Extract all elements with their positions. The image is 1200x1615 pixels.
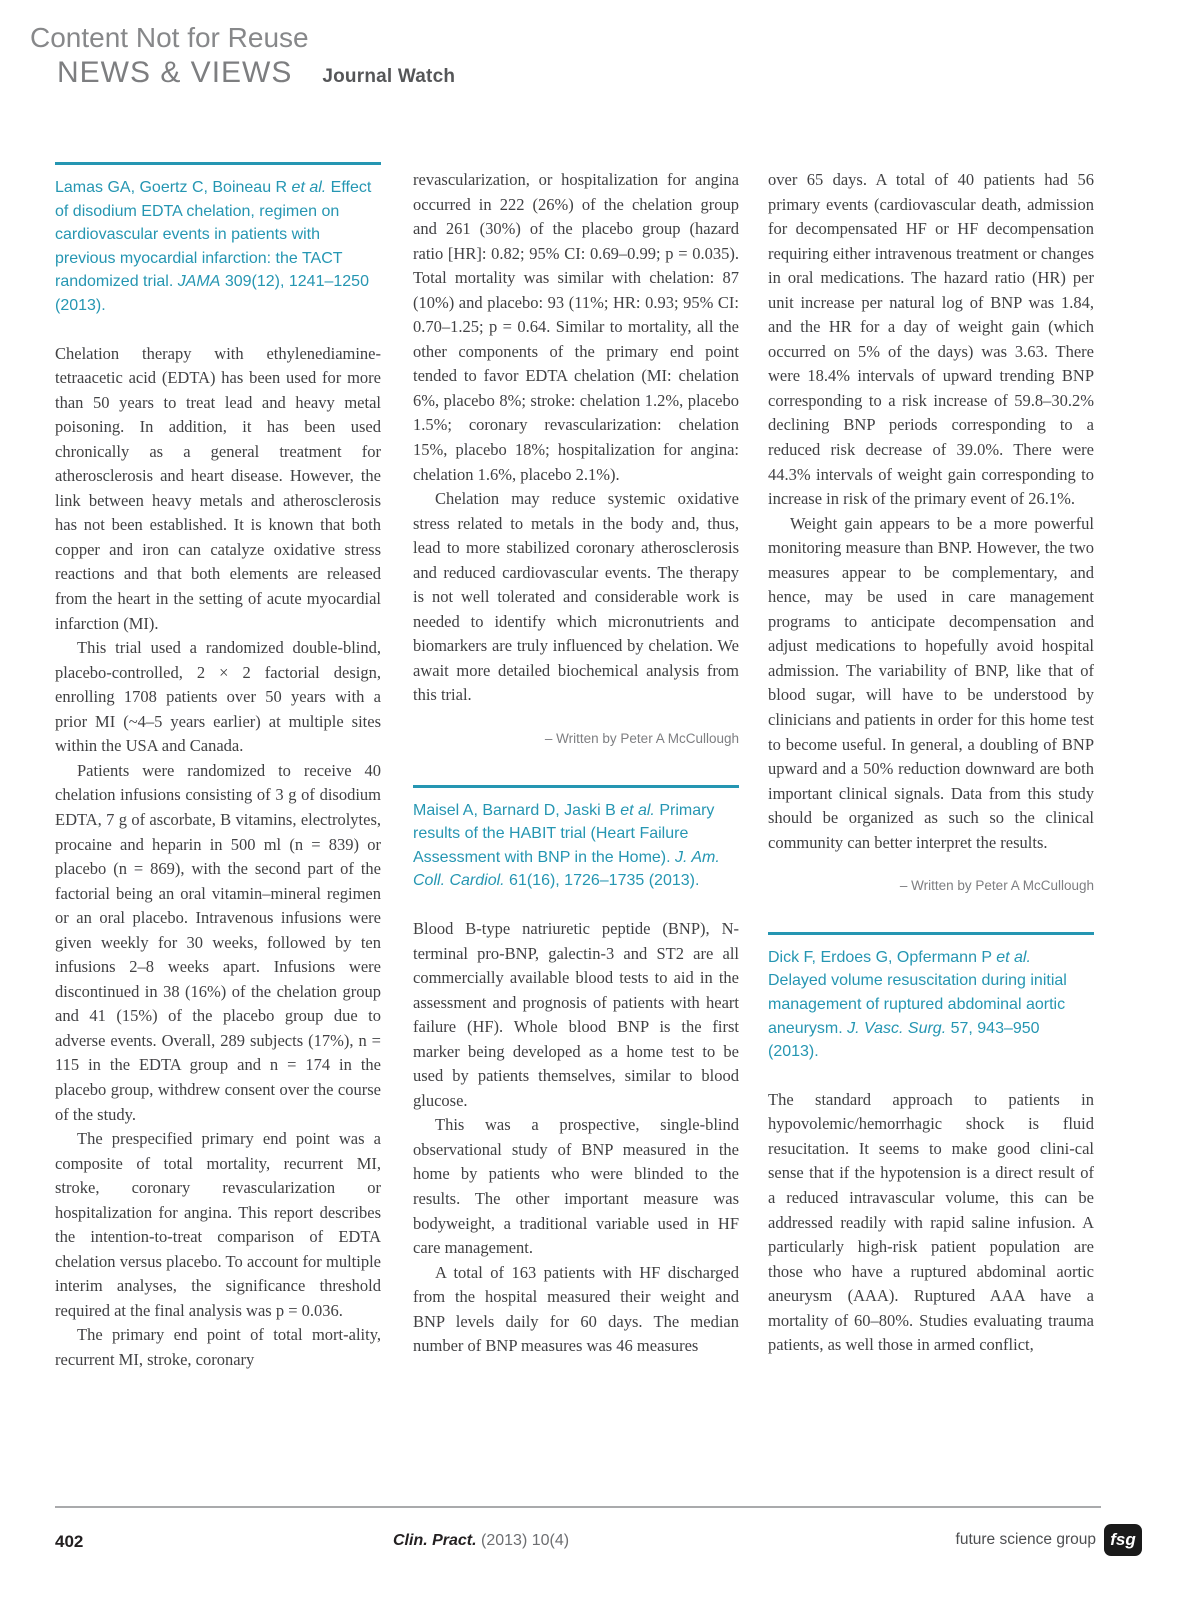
citation-lamas [55, 176, 381, 318]
journal-abbrev: Clin. Pract. [393, 1532, 477, 1549]
byline-author: – Written by Peter A McCullough [899, 878, 1094, 894]
citation-tail: 61(16), 1726–1735 (2013). [504, 872, 700, 890]
citation-journal: JAMA [177, 273, 221, 291]
citation-tail: 309(12), 1241–1250 (2013). [55, 273, 369, 314]
citation-title: Effect of disodium EDTA chelation, regimen on cardiovascular events in patients with previous myocardial infarction: the TACT randomized trial. [55, 179, 372, 291]
publisher-block [956, 1524, 1142, 1556]
paragraph: Chelation therapy with ethylenediamine-tetraacetic acid (EDTA) has been used for more than 50 years to treat lead and heavy metal poisoning. In addition, it has been used chronically as a general treatment for atherosclerosis and heart disease. However, the link between heavy metals and atherosclerosis has not been established. It is known that both copper and iron can catalyze oxidative stress reactions and that both elements are released from the heart in the setting of acute myocardial infarction (MI). [55, 343, 381, 633]
paragraph: A total of 163 patients with HF discharged from the hospital measured their weight and BNP levels daily for 60 days. The median number of BNP measures was 46 measures [413, 1262, 739, 1356]
citation-etal: et al. [996, 948, 1031, 966]
paragraph: The prespecified primary end point was a composite of total mortality, recurrent MI, stroke, coronary revascularization or hospitalization for angina. This report describes the intention-to-treat comparison of EDTA chelation versus placebo. To account for multiple interim analyses, the significance threshold required at the final analysis was p = 0.036. [55, 1129, 381, 1320]
citation-dick [768, 946, 1094, 1064]
section-title: NEWS & VIEWS [57, 56, 293, 89]
citation-authors: Dick F, Erdoes G, Opfermann P [768, 948, 997, 966]
citation-journal: J. Am. Coll. Cardiol. [413, 848, 720, 890]
fsg-logo: fsg [1104, 1524, 1142, 1556]
page-number: 402 [55, 1532, 84, 1551]
citation-rule [55, 162, 381, 165]
paragraph: over 65 days. A total of 40 patients had 56 primary events (cardiovascular death, admission for decompensated HF or HF decompensation requiring either intravenous treatment or changes in oral medications. The hazard ratio (HR) per unit increase per natural log of BNP was 1.84, and the HR for a day of weight gain (which occurred on 5% of the days) was 3.63. There were 18.4% intervals of upward trending BNP corresponding to a risk increase of 59.8–30.2% declining BNP periods corresponding to a reduced risk decrease of 39.0%. There were 44.3% intervals of weight gain corresponding to increase in risk of the primary event of 26.1%. [768, 170, 1094, 509]
citation-maisel [413, 799, 739, 893]
header-row [57, 56, 455, 90]
paragraph: Chelation may reduce systemic oxidative stress related to metals in the body and, thus, lead to more stabilized coronary atherosclerosis and reduced cardiovascular events. The therapy is not well tolerated and considerable work is needed to identify which micronutrients and biomarkers are truly influenced by chelation. We await more detailed biochemical analysis from this trial. [413, 489, 739, 705]
citation-etal: et al. [620, 801, 655, 819]
paragraph: This trial used a randomized double-blind, placebo-controlled, 2 × 2 factorial design, enrolling 1708 patients over 50 years with a prior MI (~4–5 years earlier) at multiple sites within the USA and Canada. [55, 638, 381, 756]
citation-authors: Maisel A, Barnard D, Jaski B [413, 801, 621, 819]
byline-author: – Written by Peter A McCullough [544, 731, 739, 747]
subsection-title: Journal Watch [322, 66, 456, 87]
column-middle [413, 168, 739, 1359]
journal-issue: (2013) 10(4) [476, 1532, 570, 1549]
watermark-text: Content Not for Reuse [30, 22, 309, 53]
footer-divider [55, 1506, 1101, 1508]
paragraph: revascularization, or hospitalization for angina occurred in 222 (26%) of the chelation group and 261 (30%) of the placebo group (hazard ratio [HR]: 0.82; 95% CI: 0.69–0.99; p = 0.035). Total mortality was similar with chelation: 87 (10%) and placebo: 93 (11%; HR: 0.93; 95% CI: 0.70–1.25; p = 0.64. Similar to mortality, all the other components of the primary end point tended to favor EDTA chelation (MI: chelation 6%, placebo 8%; stroke: chelation 1.2%, placebo 1.5%; coronary revascularization: chelation 15%, placebo 18%; hospitalization for angina: chelation 1.6%, placebo 2.1%). [413, 170, 739, 484]
paragraph: Weight gain appears to be a more powerful monitoring measure than BNP. However, the two measures appear to be complementary, and hence, may be used in care management programs to anticipate decompensation and adjust medications to hopefully avoid hospital admission. The variability of BNP, like that of blood sugar, will have to be understood by clinicians and patients in order for this home test to become useful. In general, a doubling of BNP upward and a 50% reduction downward are both important clinical signals. Data from this study should be organized as such so the clinical community can better interpret the results. [768, 513, 1094, 852]
citation-tail: 57, 943–950 (2013). [768, 1019, 1040, 1061]
paragraph: Blood B-type natriuretic peptide (BNP), N-terminal pro-BNP, galectin-3 and ST2 are all commercially available blood tests to aid in the assessment and prognosis of patients with heart failure (HF). Whole blood BNP is the first marker being developed as a home test to be used by patients themselves, similar to blood glucose. [413, 918, 739, 1110]
paragraph: Patients were randomized to receive 40 chelation infusions consisting of 3 g of disodium EDTA, 7 g of ascorbate, B vitamins, electrolytes, procaine and heparin in 500 ml (n = 839) or placebo (n = 869), with the second part of the factorial being an oral vitamin–mineral regimen or an oral placebo. Intravenous infusions were given weekly for 30 weeks, followed by ten infusions 2–8 weeks apart. Infusions were discontinued in 38 (16%) of the chelation group and 41 (15%) of the placebo group due to adverse events. Overall, 289 subjects (17%), n = 115 in the EDTA group and n = 174 in the placebo group, withdrew consent over the course of the study. [55, 760, 381, 1124]
paragraph: The standard approach to patients in hypovolemic/hemorrhagic shock is fluid resucitation. It seems to make good clini-cal sense that if the hypotension is a direct result of a reduced intravascular volume, this can be addressed readily with rapid saline infusion. A particularly high-risk patient population are those who have a ruptured abdominal aortic aneurysm (AAA). Ruptured AAA have a mortality of 60–80%. Studies evaluating trauma patients, as well those in armed conflict, [768, 1089, 1094, 1355]
column-right [768, 168, 1094, 1358]
paragraph: The primary end point of total mort-ality, recurrent MI, stroke, coronary [55, 1325, 381, 1369]
journal-reference [393, 1532, 569, 1550]
citation-rule [413, 785, 739, 788]
citation-etal: et al. [291, 179, 327, 196]
publisher-name: future science group [955, 1531, 1096, 1548]
citation-journal: J. Vasc. Surg. [847, 1019, 947, 1037]
citation-rule [768, 932, 1094, 935]
column-left [55, 162, 381, 1373]
citation-authors: Lamas GA, Goertz C, Boineau R [55, 179, 292, 196]
paragraph: This was a prospective, single-blind observational study of BNP measured in the home by patients who were blinded to the results. The other important measure was bodyweight, a traditional variable used in HF care management. [413, 1115, 739, 1258]
citation-title: Delayed volume resuscitation during initial management of ruptured abdominal aortic aneurysm. [768, 972, 1067, 1037]
citation-title: Primary results of the HABIT trial (Heart Failure Assessment with BNP in the Home). [413, 801, 715, 866]
